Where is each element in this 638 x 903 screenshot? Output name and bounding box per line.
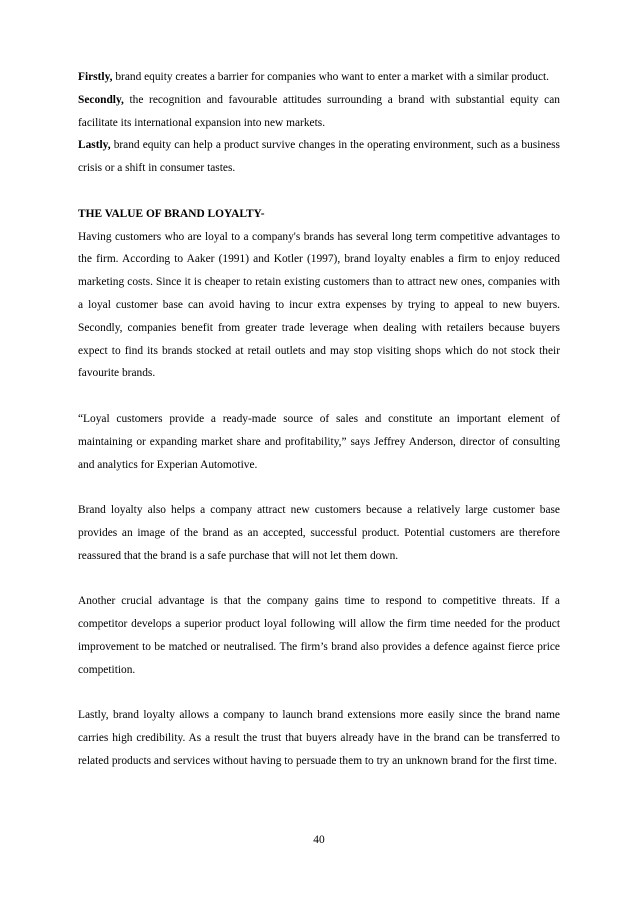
document-page xyxy=(78,66,560,773)
paragraph-text: brand equity can help a product survive changes in the operating environment, such as a business crisis or a shift in consumer tastes. xyxy=(78,139,560,175)
body-paragraph: Lastly, brand loyalty allows a company to launch brand extensions more easily since the brand name carries high credibility. As a result the trust that buyers already have in the brand can be transferred to related products and services without having to persuade them to try an unknown brand for the first time. xyxy=(78,709,560,767)
lead-word: Secondly, xyxy=(78,93,124,106)
body-paragraph: Having customers who are loyal to a company's brands has several long term competitive advantages to the firm. According to Aaker (1991) and Kotler (1997), brand loyalty enables a firm to enjoy reduced marketing costs. Since it is cheaper to retain existing customers than to attract new ones, companies with a loyal customer base can avoid having to incur extra expenses by trying to appeal to new buyers. Secondly, companies benefit from greater trade leverage when dealing with retailers because buyers expect to find its brands stocked at retail outlets and may stop visiting shops which do not stock their favourite brands. xyxy=(78,230,560,380)
page-number: 40 xyxy=(313,834,325,846)
lead-word: Firstly, xyxy=(78,71,113,83)
body-paragraph: Another crucial advantage is that the company gains time to respond to competitive threats. If a competitor develops a superior product loyal following will allow the firm time needed for the product improvement to be matched or neutralised. The firm’s brand also provides a defence against fierce price competition. xyxy=(78,595,560,676)
paragraph-text: the recognition and favourable attitudes surrounding a brand with substantial equity can facilitate its international expansion into new markets. xyxy=(78,93,560,129)
intro-paragraph-secondly xyxy=(78,89,560,135)
paragraph-text: brand equity creates a barrier for companies who want to enter a market with a similar product. xyxy=(112,71,549,83)
body-paragraph: Brand loyalty also helps a company attract new customers because a relatively large customer base provides an image of the brand as an accepted, successful product. Potential customers are therefore reassured that the brand is a safe purchase that will not let them down. xyxy=(78,504,560,562)
intro-paragraph-lastly xyxy=(78,134,560,180)
intro-paragraph-firstly xyxy=(78,66,560,89)
lead-word: Lastly, xyxy=(78,139,111,152)
section-heading: THE VALUE OF BRAND LOYALTY- xyxy=(78,207,265,220)
quote-paragraph: “Loyal customers provide a ready-made source of sales and constitute an important element of maintaining or expanding market share and profitability,” says Jeffrey Anderson, director of consulting and analytics for Experian Automotive. xyxy=(78,412,560,471)
